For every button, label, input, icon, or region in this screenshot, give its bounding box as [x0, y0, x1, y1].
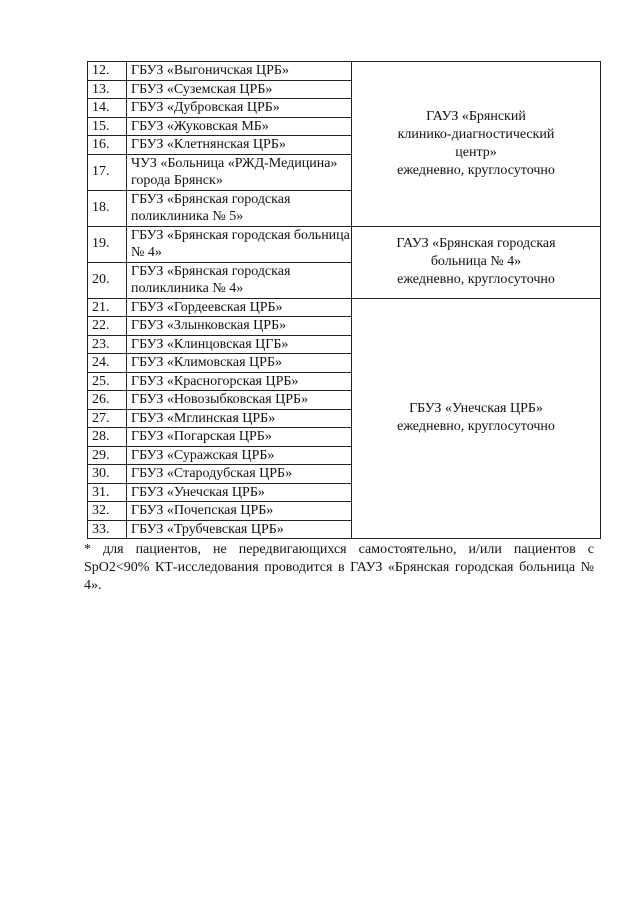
center-line: центр» — [455, 144, 497, 160]
institution-name: ГБУЗ «Почепская ЦРБ» — [127, 502, 352, 521]
assigned-center-cell — [352, 226, 601, 298]
row-number: 19. — [88, 226, 127, 262]
center-line: ГАУЗ «Брянская городская — [396, 236, 556, 251]
institution-name: ГБУЗ «Брянская городская поликлиника № 4» — [127, 262, 352, 298]
institution-name: ГБУЗ «Жуковская МБ» — [127, 117, 352, 136]
institution-name: ГБУЗ «Клетнянская ЦРБ» — [127, 136, 352, 155]
schedule-line: ежедневно, круглосуточно — [397, 419, 555, 435]
institution-name: ГБУЗ «Гордеевская ЦРБ» — [127, 298, 352, 317]
row-number: 21. — [88, 298, 127, 317]
institution-name: ГБУЗ «Брянская городская больница № 4» — [127, 226, 352, 262]
table-row — [88, 298, 601, 317]
row-number: 20. — [88, 262, 127, 298]
institution-name: ГБУЗ «Дубровская ЦРБ» — [127, 99, 352, 118]
institution-name: ГБУЗ «Климовская ЦРБ» — [127, 354, 352, 373]
institution-name: ГБУЗ «Суземская ЦРБ» — [127, 80, 352, 99]
row-number: 13. — [88, 80, 127, 99]
institution-name: ГБУЗ «Выгоничская ЦРБ» — [127, 62, 352, 81]
institution-name: ГБУЗ «Злынковская ЦРБ» — [127, 317, 352, 336]
footnote: * для пациентов, не передвигающихся самостоятельно, и/или пациентов с SpO2<90% КТ-исследования проводится в ГАУЗ «Брянская городская больница № 4». — [84, 542, 594, 593]
row-number: 30. — [88, 465, 127, 484]
row-number: 25. — [88, 372, 127, 391]
row-number: 23. — [88, 335, 127, 354]
institution-name: ЧУЗ «Больница «РЖД-Медицина» города Брянск» — [127, 154, 352, 190]
row-number: 17. — [88, 154, 127, 190]
institution-name: ГБУЗ «Клинцовская ЦГБ» — [127, 335, 352, 354]
institution-name: ГБУЗ «Стародубская ЦРБ» — [127, 465, 352, 484]
row-number: 16. — [88, 136, 127, 155]
table-row — [88, 226, 601, 262]
row-number: 28. — [88, 428, 127, 447]
row-number: 14. — [88, 99, 127, 118]
row-number: 18. — [88, 190, 127, 226]
table-row — [88, 62, 601, 81]
institution-name: ГБУЗ «Брянская городская поликлиника № 5» — [127, 190, 352, 226]
row-number: 22. — [88, 317, 127, 336]
row-number: 29. — [88, 446, 127, 465]
row-number: 32. — [88, 502, 127, 521]
row-number: 27. — [88, 409, 127, 428]
institution-name: ГБУЗ «Трубчевская ЦРБ» — [127, 520, 352, 539]
center-line: ГБУЗ «Унечская ЦРБ» — [409, 401, 543, 417]
row-number: 26. — [88, 391, 127, 410]
institution-name: ГБУЗ «Погарская ЦРБ» — [127, 428, 352, 447]
row-number: 12. — [88, 62, 127, 81]
row-number: 15. — [88, 117, 127, 136]
center-line: клинико-диагностический — [397, 126, 555, 142]
routing-table — [87, 61, 601, 539]
institution-name: ГБУЗ «Унечская ЦРБ» — [127, 483, 352, 502]
assigned-center-cell — [352, 62, 601, 227]
institution-name: ГБУЗ «Красногорская ЦРБ» — [127, 372, 352, 391]
schedule-line: ежедневно, круглосуточно — [397, 162, 555, 178]
row-number: 31. — [88, 483, 127, 502]
assigned-center-cell — [352, 298, 601, 539]
institution-name: ГБУЗ «Новозыбковская ЦРБ» — [127, 391, 352, 410]
institution-name: ГБУЗ «Суражская ЦРБ» — [127, 446, 352, 465]
row-number: 24. — [88, 354, 127, 373]
schedule-line: ежедневно, круглосуточно — [397, 272, 555, 287]
row-number: 33. — [88, 520, 127, 539]
center-line: ГАУЗ «Брянский — [426, 108, 526, 124]
center-line: больница № 4» — [430, 254, 522, 269]
institution-name: ГБУЗ «Мглинская ЦРБ» — [127, 409, 352, 428]
